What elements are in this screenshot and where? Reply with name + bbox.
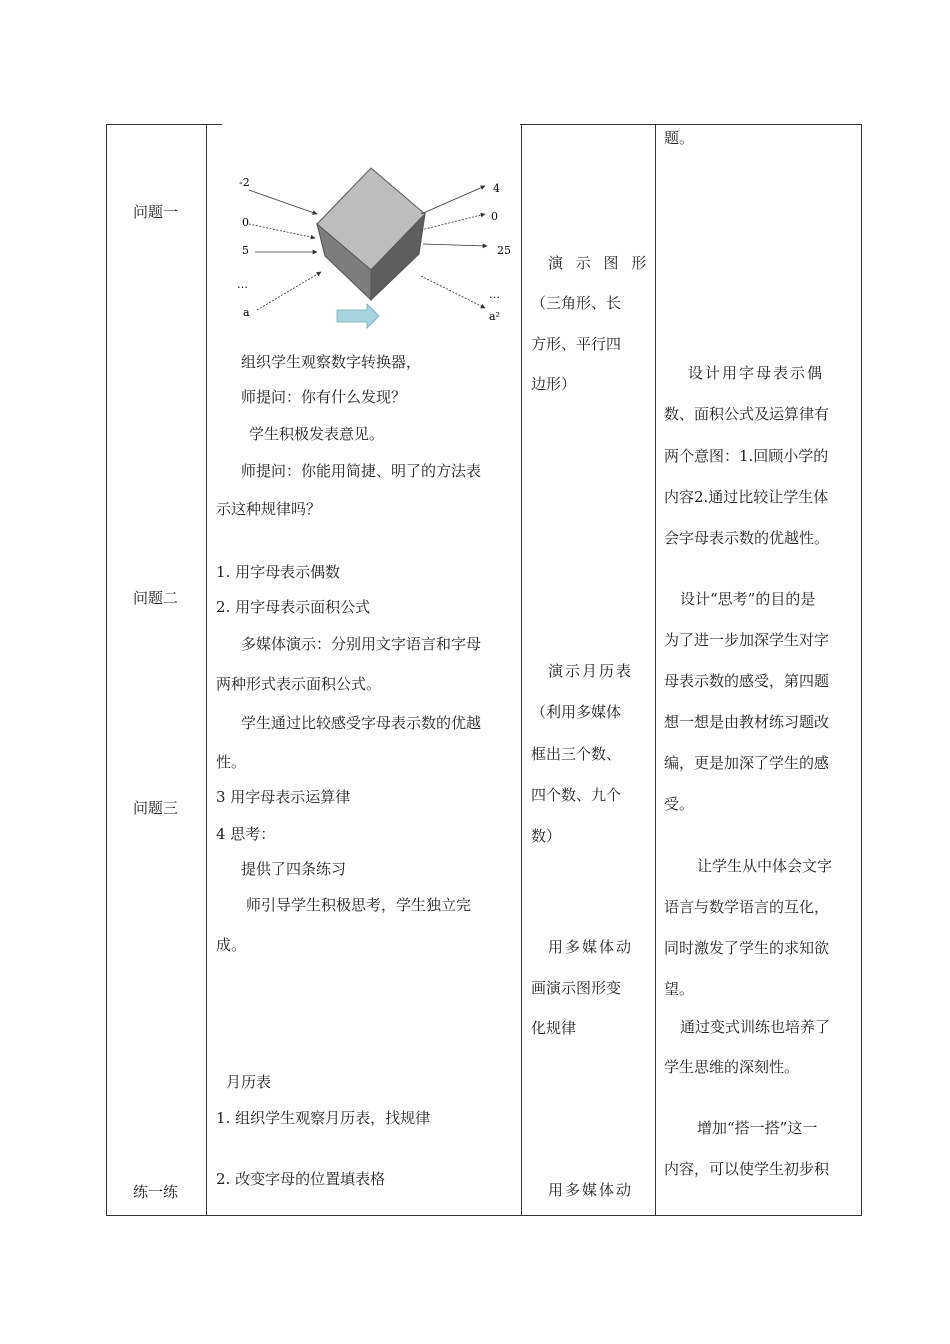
cell-text: 用多媒体动 <box>548 938 634 956</box>
cell-text: 演 示 图 形 <box>548 254 651 272</box>
cell-text: 4 思考： <box>216 825 276 843</box>
section-label-q1: 问题一 <box>133 203 179 221</box>
cell-text: 受。 <box>664 795 695 813</box>
input-label: 5 <box>242 244 249 257</box>
cell-text: 1. 用字母表示偶数 <box>216 563 341 581</box>
cell-text: 师引导学生积极思考，学生独立完 <box>246 896 472 914</box>
cell-text: 成。 <box>216 936 247 954</box>
cell-text: 用多媒体动 <box>548 1181 634 1199</box>
cell-text: 会字母表示数的优越性。 <box>664 529 830 547</box>
cell-text: 同时激发了学生的求知欲 <box>664 939 830 957</box>
cell-text: 2. 改变字母的位置填表格 <box>216 1170 386 1188</box>
cell-text: 2. 用字母表示面积公式 <box>216 598 371 616</box>
column-divider <box>521 125 522 1215</box>
cell-text: 想一想是由教材练习题改 <box>664 713 830 731</box>
cell-text: 设计“思考”的目的是 <box>680 590 816 608</box>
cell-text: 学生通过比较感受字母表示数的优越 <box>241 714 482 732</box>
cell-text: 望。 <box>664 980 695 998</box>
cell-text: 通过变式训练也培养了 <box>680 1018 831 1036</box>
input-label: 0 <box>242 216 249 229</box>
cell-text: 两个意图：1.回顾小学的 <box>664 447 829 465</box>
direction-arrow-icon <box>337 304 379 328</box>
cell-text: 编，更是加深了学生的感 <box>664 754 830 772</box>
cell-text: 语言与数学语言的互化， <box>664 898 830 916</box>
cell-text: 示这种规律吗？ <box>216 500 322 518</box>
figure-background <box>222 118 520 128</box>
cell-text: 提供了四条练习 <box>241 860 347 878</box>
cell-text: 画演示图形变 <box>531 979 622 997</box>
cell-text: 边形） <box>531 375 577 393</box>
cell-text: 两种形式表示面积公式。 <box>216 675 382 693</box>
section-label-q3: 问题三 <box>133 799 179 817</box>
cell-text: 内容，可以使学生初步积 <box>664 1160 830 1178</box>
cell-text: 设计用字母表示偶 <box>688 364 825 382</box>
column-divider <box>206 125 207 1215</box>
cell-text: 3 用字母表示运算律 <box>216 788 351 806</box>
column-divider <box>655 125 656 1215</box>
output-label: a² <box>489 310 500 323</box>
cell-text: 为了进一步加深学生对字 <box>664 631 830 649</box>
cell-text: 内容2.通过比较让学生体 <box>664 488 829 506</box>
output-label: … <box>489 288 500 301</box>
cell-text: 月历表 <box>226 1073 272 1091</box>
cell-text: 数、面积公式及运算律有 <box>664 405 830 423</box>
cell-text: 学生积极发表意见。 <box>249 425 385 443</box>
output-label: 4 <box>493 182 500 195</box>
cell-text: 让学生从中体会文字 <box>697 857 833 875</box>
cell-text: 演示月历表 <box>548 662 634 680</box>
input-label: -2 <box>239 176 250 189</box>
cell-text: 多媒体演示：分别用文字语言和字母 <box>241 635 482 653</box>
cell-text: 数） <box>531 827 562 845</box>
cell-text: 母表示数的感受，第四题 <box>664 672 830 690</box>
cell-text: 四个数、九个 <box>531 786 622 804</box>
output-label: 25 <box>497 244 511 257</box>
cell-text: （利用多媒体 <box>531 703 622 721</box>
cell-text: 师提问：你有什么发现？ <box>241 388 407 406</box>
cell-text: 方形、平行四 <box>531 335 622 353</box>
cell-text: 题。 <box>664 129 695 147</box>
cell-text: 性。 <box>216 753 247 771</box>
cell-text: 化规律 <box>531 1019 577 1037</box>
cell-text: 师提问：你能用简捷、明了的方法表 <box>241 462 482 480</box>
cell-text: 1. 组织学生观察月历表，找规律 <box>216 1109 431 1127</box>
cell-text: 组织学生观察数字转换器， <box>241 353 422 371</box>
section-label-practice: 练一练 <box>133 1183 179 1201</box>
input-label: … <box>237 278 248 291</box>
output-label: 0 <box>491 210 498 223</box>
section-label-q2: 问题二 <box>133 589 179 607</box>
cell-text: 增加“搭一搭”这一 <box>697 1119 818 1137</box>
number-converter-figure <box>225 160 520 330</box>
cell-text: （三角形、长 <box>531 294 622 312</box>
cell-text: 框出三个数、 <box>531 745 622 763</box>
input-label: a <box>243 306 250 319</box>
cell-text: 学生思维的深刻性。 <box>664 1058 800 1076</box>
